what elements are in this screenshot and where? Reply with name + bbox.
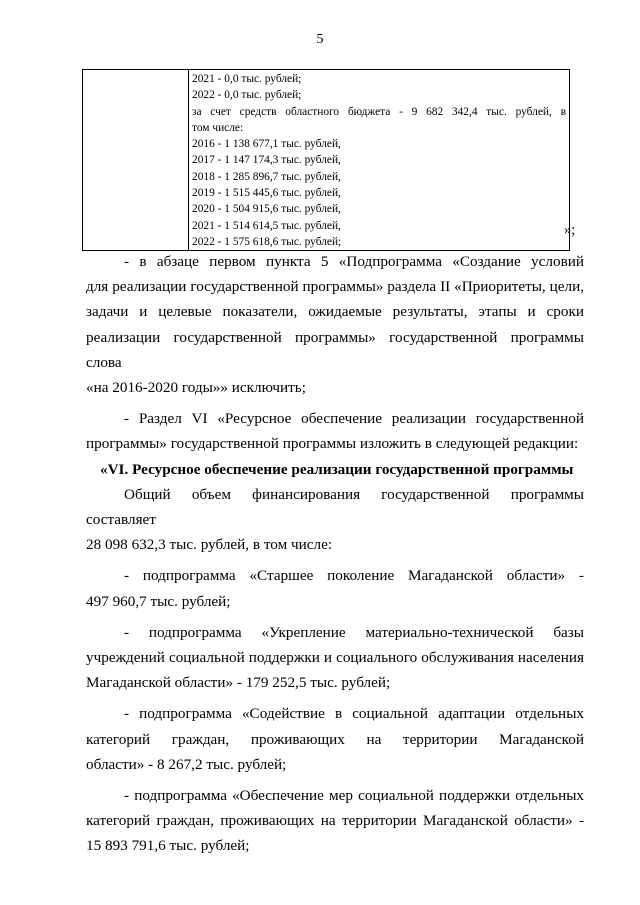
table-line: за счет средств областного бюджета - 9 682 342,4 тыс. рублей, в [192,105,566,118]
text-line: - подпрограмма «Укрепление материально-технической базы [124,623,584,641]
text-line: 15 893 791,6 тыс. рублей; [86,837,250,855]
paragraph-subprogram-2 [86,620,584,696]
text-line: - подпрограмма «Обеспечение мер социальной поддержки отдельных [124,787,584,805]
text-line: реализации государственной программы» государственной программы слова [86,328,584,371]
table-line: 2022 - 0,0 тыс. рублей; [192,89,302,102]
section-heading: «VI. Ресурсное обеспечение реализации государственной программы [100,460,574,478]
text-line: 28 098 632,3 тыс. рублей, в том числе: [86,536,333,554]
text-line: - подпрограмма «Содействие в социальной адаптации отдельных [124,705,584,723]
text-line: для реализации государственной программы» раздела II «Приоритеты, цели, [86,278,584,296]
paragraph-subprogram-4 [86,783,584,859]
text-line: задачи и целевые показатели, ожидаемые результаты, этапы и сроки [86,303,584,321]
table-closing-quote: »; [564,222,576,238]
table-line: 2021 - 0,0 тыс. рублей; [192,73,302,85]
text-line: категорий граждан, проживающих на территории Магаданской области» - [86,812,584,830]
text-line: категорий граждан, проживающих на территории Магаданской [86,730,584,748]
table-left-cell [83,70,189,251]
table-line: 2020 - 1 504 915,6 тыс. рублей, [192,203,341,216]
paragraph-amendment-1 [86,249,584,400]
text-line: 497 960,7 тыс. рублей; [86,592,231,610]
document-body [86,249,584,859]
table-right-cell [189,70,570,251]
paragraph-subprogram-3 [86,701,584,777]
text-line: - Раздел VI «Ресурсное обеспечение реализации государственной [124,410,584,428]
text-line: Общий объем финансирования государственной программы составляет [86,485,584,529]
table-line: 2017 - 1 147 174,3 тыс. рублей, [192,154,341,167]
text-line: - в абзаце первом пункта 5 «Подпрограмма «Создание условий [124,253,584,270]
paragraph-subprogram-1 [86,563,584,613]
text-line: Магаданской области» - 179 252,5 тыс. рублей; [86,674,391,692]
table-line: том числе: [192,121,244,134]
text-line: учреждений социальной поддержки и социального обслуживания населения [86,649,584,667]
paragraph-amendment-2 [86,406,584,456]
text-line: программы» государственной программы изложить в следующей редакции: [86,435,579,453]
table-line: 2016 - 1 138 677,1 тыс. рублей, [192,138,341,151]
text-line: «на 2016-2020 годы»» исключить; [86,379,306,397]
table-line: 2022 - 1 575 618,6 тыс. рублей; [192,235,342,248]
table-line: 2021 - 1 514 614,5 тыс. рублей, [192,219,341,232]
page-number: 5 [316,32,324,47]
funding-table [82,69,570,251]
paragraph-total-funding [86,482,584,558]
table-line: 2018 - 1 285 896,7 тыс. рублей, [192,170,341,183]
text-line: области» - 8 267,2 тыс. рублей; [86,755,287,773]
text-line: - подпрограмма «Старшее поколение Магаданской области» - [124,567,584,585]
table-line: 2019 - 1 515 445,6 тыс. рублей, [192,187,341,200]
